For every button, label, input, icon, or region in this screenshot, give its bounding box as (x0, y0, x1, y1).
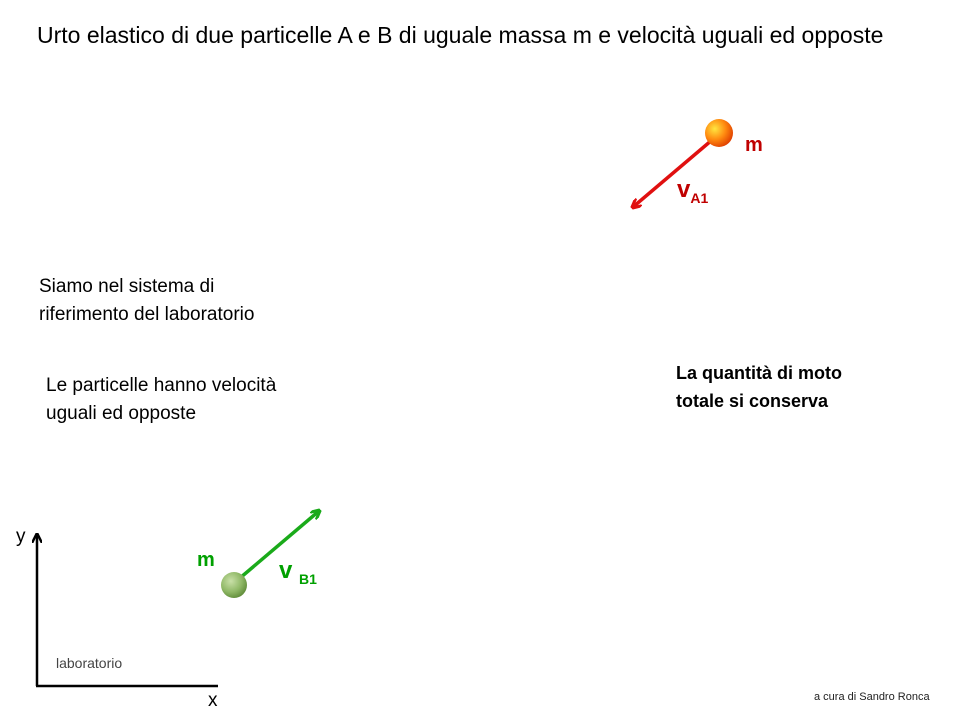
credit: a cura di Sandro Ronca (814, 691, 930, 703)
mass-label-a: m (745, 134, 763, 156)
momentum-note-line1: La quantità di moto (676, 363, 842, 383)
frame-label: laboratorio (56, 655, 123, 671)
velocities-note (46, 372, 276, 428)
frame-note-line2: riferimento del laboratorio (39, 304, 255, 325)
frame-note (39, 273, 254, 329)
frame-note-line1: Siamo nel sistema di (39, 276, 215, 297)
y-axis-label: y (16, 526, 26, 547)
mass-label-b: m (197, 549, 215, 571)
momentum-note-line2: totale si conserva (676, 391, 829, 411)
velocity-symbol-a: v (677, 176, 691, 203)
velocity-subscript-b: B1 (299, 571, 317, 587)
velocity-label-a (677, 176, 708, 204)
velocity-symbol-b: v (279, 557, 293, 584)
velocities-note-line1: Le particelle hanno velocità (46, 375, 277, 396)
particle-b (221, 572, 247, 598)
velocity-subscript-a: A1 (690, 190, 709, 206)
momentum-note (676, 359, 842, 415)
x-axis-label: x (208, 690, 218, 711)
velocity-label-b (279, 557, 317, 585)
particle-a (705, 119, 733, 147)
velocities-note-line2: uguali ed opposte (46, 403, 197, 424)
page-title: Urto elastico di due particelle A e B di uguale massa m e velocità uguali ed opposte (37, 22, 884, 48)
